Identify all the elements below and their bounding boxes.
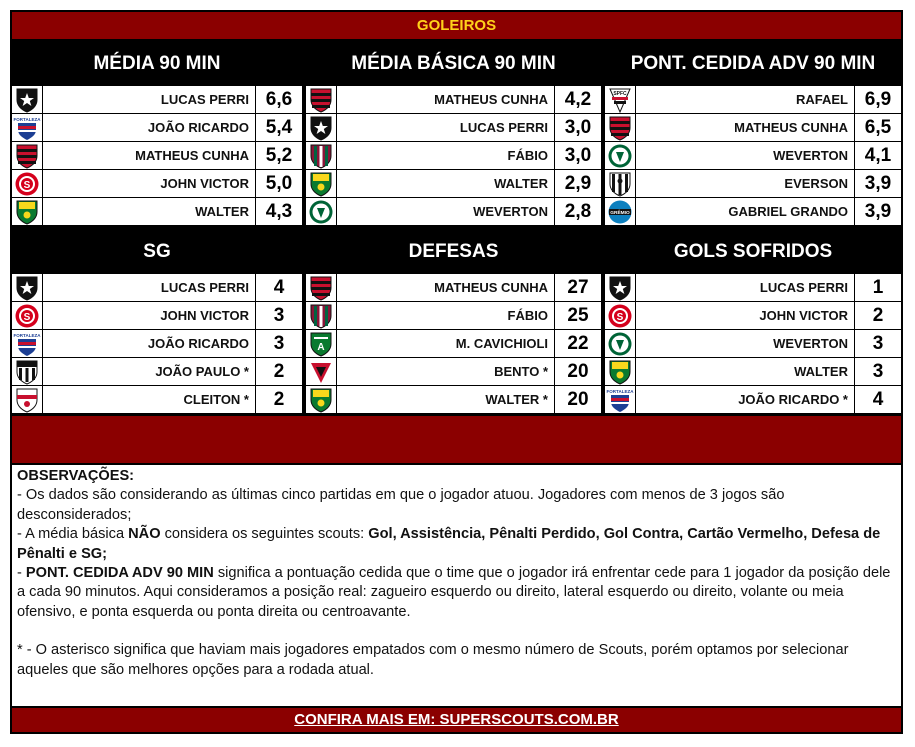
table-row	[605, 142, 901, 169]
club-crest-icon	[306, 170, 336, 197]
club-crest-icon	[12, 198, 42, 225]
club-crest-icon	[306, 302, 336, 329]
svg-text:FORTALEZA: FORTALEZA	[606, 388, 634, 394]
club-crest-icon	[306, 358, 336, 385]
player-name: EVERSON	[636, 170, 854, 197]
table-row	[605, 114, 901, 141]
club-crest-icon	[605, 302, 635, 329]
player-name: MATHEUS CUNHA	[636, 114, 854, 141]
player-name: JOÃO RICARDO *	[636, 386, 854, 413]
stat-value: 2,8	[555, 198, 601, 225]
player-name: LUCAS PERRI	[43, 274, 255, 301]
club-crest-icon	[605, 142, 635, 169]
table-row	[12, 302, 302, 329]
stat-value: 5,2	[256, 142, 302, 169]
player-name: JOÃO RICARDO	[43, 114, 255, 141]
table-row	[605, 86, 901, 113]
stat-value: 22	[555, 330, 601, 357]
player-name: WALTER	[337, 170, 554, 197]
table-row	[12, 358, 302, 385]
player-name: MATHEUS CUNHA	[337, 86, 554, 113]
svg-text:FORTALEZA: FORTALEZA	[13, 116, 41, 122]
panel-title: MÉDIA BÁSICA 90 MIN	[351, 53, 556, 74]
stat-value: 3	[855, 358, 901, 385]
svg-text:S: S	[616, 311, 624, 323]
svg-text:FORTALEZA: FORTALEZA	[13, 332, 41, 338]
table-row	[12, 114, 302, 141]
player-name: CLEITON *	[43, 386, 255, 413]
player-name: JOHN VICTOR	[43, 170, 255, 197]
table-row	[306, 274, 601, 301]
player-name: RAFAEL	[636, 86, 854, 113]
player-name: WALTER *	[337, 386, 554, 413]
panel-title: GOLS SOFRIDOS	[673, 241, 833, 262]
club-crest-icon	[12, 302, 42, 329]
table-row	[12, 198, 302, 225]
table-row	[12, 170, 302, 197]
stats-panel	[306, 229, 601, 413]
club-crest-icon	[605, 330, 635, 357]
stat-value: 5,0	[256, 170, 302, 197]
table-row	[306, 302, 601, 329]
panel-title: MÉDIA 90 MIN	[93, 53, 221, 74]
stat-value: 3	[256, 330, 302, 357]
stat-value: 4,1	[855, 142, 901, 169]
player-name: MATHEUS CUNHA	[43, 142, 255, 169]
table-row	[306, 386, 601, 413]
club-crest-icon	[306, 386, 336, 413]
stat-value: 3,9	[855, 198, 901, 225]
svg-text:GRÊMIO: GRÊMIO	[610, 210, 630, 216]
table-row	[306, 358, 601, 385]
player-name: JOHN VICTOR	[43, 302, 255, 329]
observation-line-3: - PONT. CEDIDA ADV 90 MIN significa a pontuação cedida que o time que o jogador irá enfrentar cede para 1 jogador da posição dele a cada 90 minutos. Aqui consideramos a posição real: zagueiro esquerdo ou direito, lateral esquerdo ou direito, volante ou meia ofensivo, e ponta esquerda ou ponta direita ou centroavante.	[17, 565, 891, 620]
observation-line-1: - Os dados são considerando as últimas cinco partidas em que o jogador atuou. Jogadores com menos de 3 jogos são desconsiderados;	[17, 487, 785, 523]
stats-panel	[605, 41, 901, 225]
stat-value: 2,9	[555, 170, 601, 197]
stat-value: 5,4	[256, 114, 302, 141]
club-crest-icon	[12, 170, 42, 197]
table-row	[12, 386, 302, 413]
stat-value: 4,3	[256, 198, 302, 225]
stat-value: 1	[855, 274, 901, 301]
club-crest-icon	[12, 114, 42, 141]
observation-line-2: - A média básica NÃO considera os seguintes scouts: Gol, Assistência, Pênalti Perdido, Gol Contra, Cartão Vermelho, Defesa de Pênalti e SG;	[17, 526, 881, 562]
table-row	[605, 198, 901, 225]
page-title: GOLEIROS	[12, 12, 901, 39]
club-crest-icon	[306, 198, 336, 225]
svg-text:S: S	[23, 179, 31, 191]
table-row	[605, 302, 901, 329]
club-crest-icon	[605, 170, 635, 197]
club-crest-icon	[306, 86, 336, 113]
club-crest-icon	[605, 198, 635, 225]
stat-value: 2	[256, 386, 302, 413]
table-row	[605, 330, 901, 357]
player-name: JOÃO RICARDO	[43, 330, 255, 357]
player-name: M. CAVICHIOLI	[337, 330, 554, 357]
table-row	[605, 170, 901, 197]
table-row	[605, 358, 901, 385]
table-row	[605, 386, 901, 413]
svg-text:S: S	[23, 311, 31, 323]
club-crest-icon	[306, 274, 336, 301]
player-name: GABRIEL GRANDO	[636, 198, 854, 225]
club-crest-icon	[12, 358, 42, 385]
footer-link[interactable]: CONFIRA MAIS EM: SUPERSCOUTS.COM.BR	[12, 708, 901, 732]
player-name: MATHEUS CUNHA	[337, 274, 554, 301]
club-crest-icon	[605, 358, 635, 385]
stat-value: 2	[855, 302, 901, 329]
stat-value: 2	[256, 358, 302, 385]
club-crest-icon	[12, 142, 42, 169]
table-row	[306, 198, 601, 225]
stat-value: 4	[256, 274, 302, 301]
player-name: WALTER	[636, 358, 854, 385]
club-crest-icon	[306, 330, 336, 357]
panel-title: SG	[143, 241, 171, 262]
stat-value: 6,5	[855, 114, 901, 141]
table-row	[12, 274, 302, 301]
player-name: FÁBIO	[337, 142, 554, 169]
club-crest-icon	[12, 330, 42, 357]
club-crest-icon	[12, 386, 42, 413]
player-name: BENTO *	[337, 358, 554, 385]
stat-value: 4,2	[555, 86, 601, 113]
divider-band	[12, 416, 901, 463]
club-crest-icon	[12, 274, 42, 301]
stat-value: 3,0	[555, 142, 601, 169]
club-crest-icon	[605, 386, 635, 413]
panel-title: PONT. CEDIDA ADV 90 MIN	[630, 53, 876, 74]
table-row	[605, 274, 901, 301]
table-row	[12, 86, 302, 113]
svg-text:SPFC: SPFC	[613, 90, 627, 97]
stat-value: 3,0	[555, 114, 601, 141]
svg-text:A: A	[317, 341, 325, 353]
panel-title: DEFESAS	[408, 241, 499, 262]
observations-box	[12, 465, 901, 706]
club-crest-icon	[12, 86, 42, 113]
table-row	[12, 142, 302, 169]
player-name: LUCAS PERRI	[337, 114, 554, 141]
player-name: WALTER	[43, 198, 255, 225]
stat-value: 20	[555, 358, 601, 385]
stat-value: 4	[855, 386, 901, 413]
player-name: FÁBIO	[337, 302, 554, 329]
table-row	[306, 142, 601, 169]
club-crest-icon	[605, 274, 635, 301]
club-crest-icon	[605, 114, 635, 141]
player-name: JOHN VICTOR	[636, 302, 854, 329]
player-name: WEVERTON	[636, 330, 854, 357]
stat-value: 25	[555, 302, 601, 329]
observations-heading: OBSERVAÇÕES:	[17, 468, 135, 484]
player-name: JOÃO PAULO *	[43, 358, 255, 385]
player-name: LUCAS PERRI	[43, 86, 255, 113]
player-name: WEVERTON	[636, 142, 854, 169]
table-row	[12, 330, 302, 357]
stats-panel	[12, 41, 302, 225]
asterisk-note: * - O asterisco significa que haviam mais jogadores empatados com o mesmo número de Scouts, porém optamos por selecionar aqueles que são melhores opções para a rodada atual.	[17, 642, 849, 678]
stat-value: 27	[555, 274, 601, 301]
table-row	[306, 330, 601, 357]
stats-panel	[12, 229, 302, 413]
stat-value: 3,9	[855, 170, 901, 197]
table-row	[306, 86, 601, 113]
stat-value: 20	[555, 386, 601, 413]
table-row	[306, 114, 601, 141]
table-row	[306, 170, 601, 197]
stat-value: 6,6	[256, 86, 302, 113]
stat-value: 3	[855, 330, 901, 357]
club-crest-icon	[605, 86, 635, 113]
club-crest-icon	[306, 142, 336, 169]
stats-panel	[605, 229, 901, 413]
player-name: LUCAS PERRI	[636, 274, 854, 301]
club-crest-icon	[306, 114, 336, 141]
stat-value: 3	[256, 302, 302, 329]
stats-panel	[306, 41, 601, 225]
player-name: WEVERTON	[337, 198, 554, 225]
stat-value: 6,9	[855, 86, 901, 113]
